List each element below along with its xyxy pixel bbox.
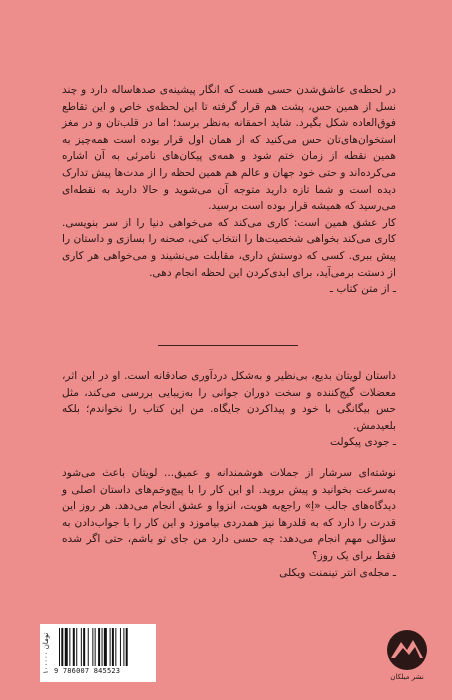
barcode-stripe bbox=[76, 628, 77, 666]
review-1-text: داستان لویتان بدیع، بی‌نظیر و به‌شکل دردآوری صادقانه است. او در این اثر، معضلات گیج‌کننده و سخت دوران جوانی را به‌زیبایی بررسی می‌کند، مثل حس بیگانگی با خود و پیدا‌کردن جایگاه. من این کتاب را نخواندم؛ بلکه بلعیدمش. bbox=[62, 370, 396, 432]
barcode-stripe bbox=[120, 628, 121, 666]
isbn-number: 9 786007 845523 bbox=[54, 667, 121, 675]
barcode-stripe bbox=[98, 628, 100, 666]
barcode-stripe bbox=[123, 628, 124, 666]
barcode-stripe bbox=[95, 628, 96, 666]
barcode-stripe bbox=[73, 628, 75, 666]
barcode-stripe bbox=[69, 628, 70, 666]
review-ew bbox=[62, 465, 396, 581]
excerpt-source: ـ از متن کتاب ـ bbox=[329, 283, 396, 296]
barcode-stripe bbox=[115, 628, 116, 666]
excerpt-paragraph-1: در لحظه‌ی عاشق‌شدن حسی هست که انگار پیشینه‌ی صدهاساله دارد و چند نسل از همین حس، پشت هم قرار گرفته تا این لحظه‌ی خاص و این تقاطع فوق‌العاده شکل بگیرد. شاید احمقانه به‌نظر برسد؛ اما در قلب‌تان و در مغز استخوان‌های‌تان حس می‌کنید که از همان اول قرار بوده است همه‌چیز به همین نقطه از زمان ختم شود و همه‌ی پیکان‌های نامرئی به آن اشاره می‌کرده‌اند و حتی خود جهان و عالم هم همین لحظه را از مدت‌ها پیش تدارک دیده است و شما تازه دارید متوجه آن می‌شوید و حالا دارید به نقطه‌ای می‌رسید که همیشه قرار بوده است برسید. bbox=[62, 84, 396, 213]
barcode-stripe bbox=[126, 628, 128, 666]
barcode-bars bbox=[58, 628, 152, 666]
barcode-stripe bbox=[88, 628, 89, 666]
publisher-logo bbox=[385, 628, 429, 686]
barcode-stripe bbox=[92, 628, 93, 666]
isbn-barcode bbox=[40, 624, 156, 682]
review-1-author: ـ جودی پیکولت bbox=[330, 436, 396, 449]
barcode-stripe bbox=[83, 628, 85, 666]
barcode-stripe bbox=[110, 628, 111, 666]
barcode-stripe bbox=[112, 628, 114, 666]
barcode-stripe bbox=[104, 628, 107, 666]
book-excerpt bbox=[62, 82, 396, 298]
barcode-stripe bbox=[61, 628, 63, 666]
review-2-author: ـ مجله‌ی انتر تینمنت ویکلی bbox=[279, 566, 396, 579]
excerpt-paragraph-2: کار عشق همین است: کاری می‌کند که می‌خواهی دنیا را از سر بنویسی. کاری می‌کند بخواهی شخصیت‌ها را انتخاب کنی، صحنه را بسازی و داستان را پیش ببری. کسی که دوستش داری، مقابلت می‌نشیند و می‌خواهی هر کاری از دستت برمی‌آید، برای ابدی‌کردن این لحظه انجام دهی. bbox=[62, 216, 396, 279]
barcode-stripe bbox=[59, 628, 60, 666]
review-picoult bbox=[62, 368, 396, 451]
divider-line bbox=[158, 345, 298, 346]
mountain-logo-icon bbox=[385, 628, 429, 672]
barcode-stripe bbox=[81, 628, 82, 666]
barcode-stripe bbox=[102, 628, 103, 666]
publisher-name: نشر میلکان bbox=[390, 673, 424, 681]
price-label: ۱۰۰۰۰۰ تومان bbox=[42, 632, 50, 674]
review-2-text: نوشته‌ای سرشار از جملات هوشمندانه و عمیق... لویتان باعث می‌شود به‌سرعت بخوانید و پیش بروید. او این کار را با پیچ‌وخم‌های داستان اصلی و دیدگاه‌های جالب «اِ» راجع‌به هویت، انزوا و عشق انجام می‌دهد. هر روز این قدرت را دارد که به قلدرها نیز همدردی بیاموزد و این کار را با جواب‌دادن به سؤالی مهم انجام می‌دهد: چه حسی دارد من جای تو باشم، حتی اگر شده فقط برای یک روز؟ bbox=[62, 467, 396, 562]
barcode-stripe bbox=[65, 628, 68, 666]
